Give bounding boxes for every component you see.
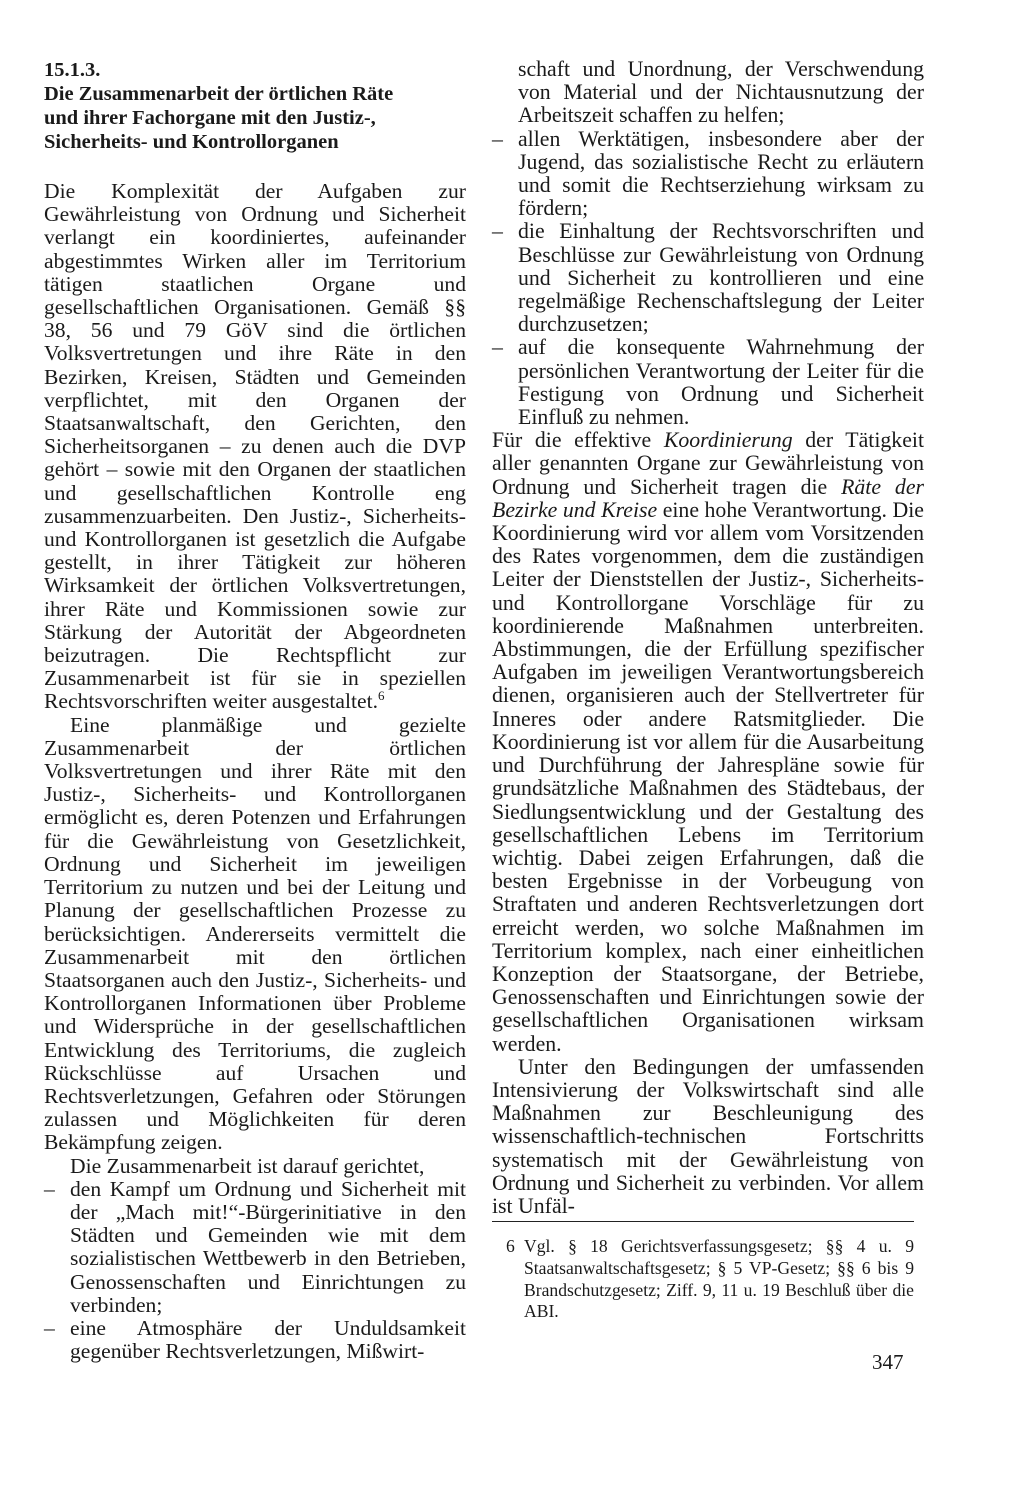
footnote-reference[interactable]: 6: [378, 688, 385, 704]
dash-bullet: –: [492, 126, 503, 151]
footnote: [492, 1236, 914, 1323]
paragraph: Eine planmäßige und gezielte Zusammenarbeit der örtlichen Volksvertretungen und ihrer Räte mit den Justiz-, Sicherheits- und Kontrollorganen ermöglicht es, deren Potenzen und Erfahrungen für die Gewährleistung von Gesetzlichkeit, Ordnung und Sicherheit im jeweiligen Territorium zu nutzen und bei der Leitung und Planung der gesellschaftlichen Prozesse zu berücksichtigen. Andererseits vermittelt die Zusammenarbeit mit den örtlichen Staatsorganen auch den Justiz-, Sicherheits- und Kontrollorganen Informationen über Probleme und Widersprüche in der gesellschaftlichen Entwicklung des Territoriums, die zugleich Rückschlüsse auf Ursachen und Rechtsverletzungen, Gefahren oder Störungen zulassen und Möglichkeiten für deren Bekämpfung zeigen.: [44, 712, 466, 1155]
page-number: 347: [872, 1350, 904, 1374]
footnote-separator: [492, 1221, 914, 1222]
left-column: [44, 58, 466, 1363]
emphasis-term: Koordinierung: [663, 428, 793, 453]
list-item-text: die Einhaltung der Rechtsvorschriften und Beschlüsse zur Gewährleistung von Ordnung und Sicherheit zu kontrollieren und eine regelmäßige Rechenschaftslegung der Leiter durchzusetzen;: [518, 219, 924, 337]
footnote-text: Vgl. § 18 Gerichtsverfassungsgesetz; §§ 4 u. 9 Staatsanwaltschaftsgesetz; § 5 VP-Gesetz; §§ 6 bis 9 Brandschutzgesetz; Ziff. 9, 11 u. 19 Beschluß über die ABI.: [524, 1236, 914, 1322]
cooperation-goals-list: [44, 1178, 466, 1364]
dash-bullet: –: [492, 335, 503, 360]
right-column: [492, 58, 924, 1218]
section-number: 15.1.3.: [44, 59, 101, 81]
paragraph: [44, 180, 466, 714]
list-item: [44, 1178, 466, 1317]
list-item: [492, 220, 924, 336]
dash-bullet: –: [44, 1315, 55, 1340]
paragraph: Die Zusammenarbeit ist darauf gerichtet,: [70, 1153, 425, 1178]
list-item-continuation: schaft und Unordnung, der Verschwendung von Material und der Nichtausnutzung der Arbeitszeit schaffen zu helfen;: [518, 57, 924, 128]
dash-bullet: –: [44, 1176, 55, 1201]
right-body-text: [492, 58, 924, 1218]
section-title-line: Die Zusammenarbeit der örtlichen Räte: [44, 83, 394, 105]
section-heading: [44, 58, 466, 154]
section-title-line: Sicherheits- und Kontrollorganen: [44, 131, 339, 153]
list-item: [44, 1317, 466, 1363]
paragraph: Unter den Bedingungen der umfassenden Intensivierung der Volkswirtschaft sind alle Maßnahmen zur Beschleunigung des wissenschaftlich-technischen Fortschritts systematisch mit der Gewährleistung von Ordnung und Sicherheit zu verbinden. Vor allem ist Unfäl-: [492, 1054, 924, 1218]
paragraph: [492, 429, 924, 1055]
list-item-text: allen Werktätigen, insbesondere aber der Jugend, das sozialistische Recht zu erläutern und somit die Rechtserziehung wirksam zu fördern;: [518, 126, 924, 221]
section-title-line: und ihrer Fachorgane mit den Justiz-,: [44, 107, 376, 129]
paragraph-text: Die Komplexität der Aufgaben zur Gewährleistung von Ordnung und Sicherheit verlangt ein koordiniertes, aufeinander abgestimmtes Wirken aller im Territorium tätigen staatlichen Organe und gesellschaftlichen Organisationen. Gemäß §§ 38, 56 und 79 GöV sind die örtlichen Volksvertretungen und ihre Räte in den Bezirken, Kreisen, Städten und Gemeinden verpflichtet, mit den Organen der Staatsanwaltschaft, den Gerichten, den Sicherheitsorganen – zu denen auch die DVP gehört – sowie mit den Organen der staatlichen und gesellschaftlichen Kontrolle eng zusammenzuarbeiten. Den Justiz-, Sicherheits- und Kontrollorganen ist gesetzlich die Aufgabe gestellt, in ihrer Tätigkeit zur höheren Wirksamkeit der örtlichen Volksvertretungen, ihrer Räte und Kommissionen sowie zur Stärkung der Autorität der Abgeordneten beizutragen. Die Rechtspflicht zur Zusammenarbeit ist für sie in speziellen Rechtsvorschriften weiter ausgestaltet.: [44, 179, 466, 714]
emphasis-term: Räte der Bezirke und Kreise: [492, 474, 924, 522]
paragraph-text: eine hohe Verantwortung. Die Koordinierung wird vor allem vom Vorsitzenden des Rates vorgenommen, dem die zuständigen Leiter der Dienststellen der Justiz-, Sicherheits- und Kontrollorgane Vorschläge für zu koordinierende Maßnahmen unterbreiten. Abstimmungen, die der Erfüllung spezifischer Aufgaben im jeweiligen Verantwortungsbereich dienen, organisieren auch der Stellvertreter für Inneres oder andere Ratsmitglieder. Die Koordinierung ist vor allem für die Ausarbeitung und Durchführung der Jahrespläne sowie für grundsätzliche Maßnahmen des Städtebaus, der Siedlungsentwicklung und der Gestaltung des gesellschaftlichen Lebens im Territorium wichtig. Dabei zeigen Erfahrungen, daß die besten Ergebnisse in der Vorbeugung von Straftaten und anderen Rechtsverletzungen dort erreicht werden, wo solche Maßnahmen im Territorium komplex, nach einer einheitlichen Konzeption der Staatsorgane, der Betriebe, Genossenschaften und Einrichtungen sowie der gesellschaftlichen Organisationen wirksam werden.: [492, 497, 924, 1056]
left-body-text: [44, 180, 466, 1363]
list-item: [492, 128, 924, 221]
list-item-text: eine Atmosphäre der Unduldsamkeit gegenüber Rechtsverletzungen, Mißwirt-: [70, 1315, 466, 1364]
list-item: [492, 336, 924, 429]
paragraph-text: der Tätigkeit aller genannten Organe zur Gewährleistung von Ordnung und Sicherheit tragen die: [492, 428, 924, 499]
list-item-text: auf die konsequente Wahrnehmung der persönlichen Verantwortung der Leiter für die Festigung von Ordnung und Sicherheit Einfluß zu nehmen.: [518, 335, 924, 430]
footnote-number: 6: [506, 1236, 515, 1256]
dash-bullet: –: [492, 219, 503, 244]
list-item-text: den Kampf um Ordnung und Sicherheit mit der „Mach mit!“-Bürgerinitiative in den Städten und Gemeinden wie mit dem sozialistischen Wettbewerb in den Betrieben, Genossenschaften und Einrichtungen zu verbinden;: [70, 1176, 466, 1317]
paragraph-text: Für die effektive: [492, 428, 664, 453]
cooperation-goals-list-continued: [492, 128, 924, 430]
